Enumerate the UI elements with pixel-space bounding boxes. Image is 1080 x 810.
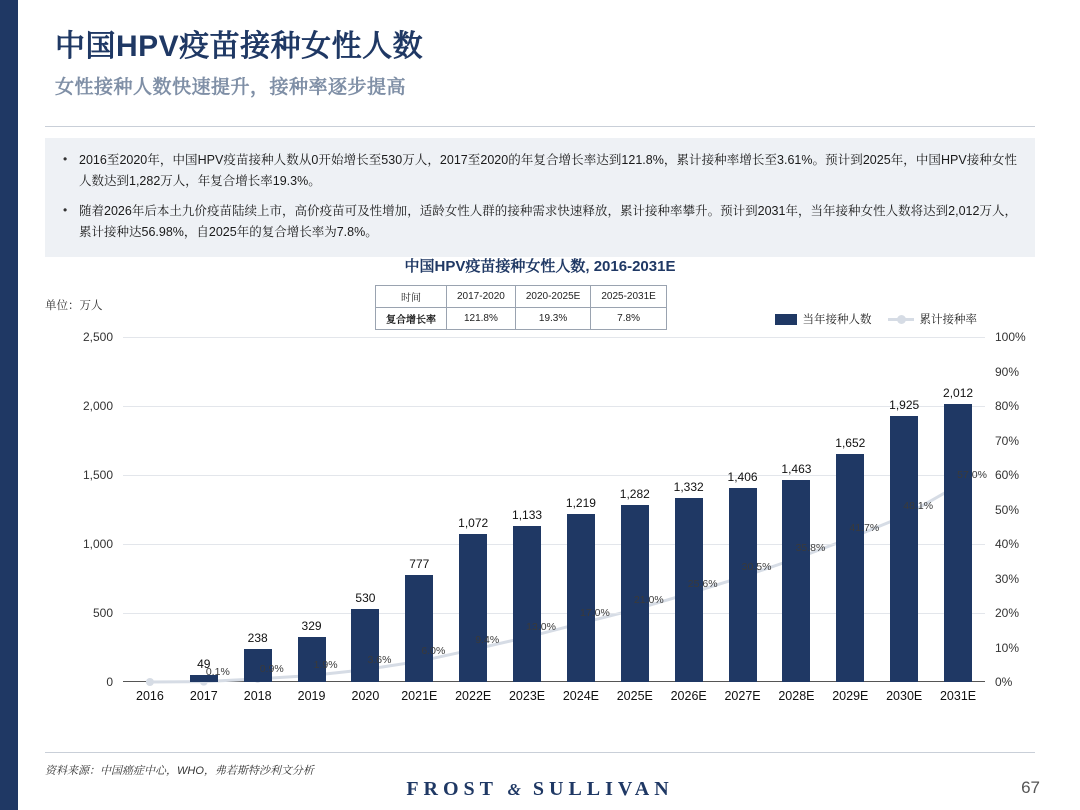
y2-axis-tick-label: 20% — [995, 606, 1020, 620]
y2-axis-tick-label: 40% — [995, 537, 1020, 551]
source-note: 资料来源：中国癌症中心，WHO，弗若斯特沙利文分析 — [45, 765, 314, 777]
line-value-label: 0.9% — [259, 662, 284, 675]
plot-area — [82, 330, 1026, 703]
page-title: 中国HPV疫苗接种女性人数 — [55, 30, 424, 63]
bar-slot — [770, 337, 824, 682]
table-cell: 121.8% — [447, 308, 516, 330]
bar-slot — [446, 337, 500, 682]
bar-value-label: 777 — [409, 556, 430, 571]
x-axis-tick-label: 2023E — [508, 689, 546, 703]
legend-label: 累计接种率 — [919, 314, 977, 326]
y2-axis-tick-label: 0% — [995, 675, 1013, 689]
left-accent-bar — [0, 0, 18, 810]
line-value-label: 13.0% — [526, 621, 556, 634]
line-value-label: 30.5% — [741, 560, 772, 573]
bullet-dot-icon: • — [63, 203, 68, 218]
line-value-label: 0.1% — [205, 665, 230, 678]
bar — [567, 514, 595, 682]
chart-unit-label: 单位：万人 — [45, 300, 103, 312]
table-cell: 2017-2020 — [447, 286, 516, 308]
y-axis-tick-label: 2,000 — [82, 399, 113, 413]
x-axis-tick-label: 2024E — [562, 689, 600, 703]
x-axis-tick-label: 2028E — [778, 689, 815, 703]
y2-axis-tick-label: 70% — [995, 433, 1020, 448]
bar-value-label: 1,652 — [835, 436, 866, 451]
line-value-label: 57.0% — [957, 469, 987, 482]
brand-right: SULLIVAN — [532, 778, 674, 800]
x-axis-tick-label: 2025E — [616, 689, 653, 703]
y2-axis-tick-label: 10% — [995, 640, 1020, 655]
bar — [675, 498, 703, 682]
cagr-table — [375, 285, 667, 330]
bar — [405, 575, 433, 682]
x-axis-tick-label: 2031E — [939, 689, 977, 703]
bar — [729, 488, 757, 682]
x-axis-tick-label: 2021E — [401, 689, 438, 703]
page-subtitle: 女性接种人数快速提升，接种率逐步提高 — [55, 76, 407, 98]
footer-divider — [45, 752, 1035, 753]
list-item — [63, 201, 1017, 242]
x-axis-tick-label: 2026E — [670, 689, 707, 703]
table-row — [376, 308, 667, 330]
x-axis-tick-label: 2018 — [243, 689, 272, 703]
bar-value-label: 1,406 — [727, 469, 758, 484]
x-axis-tick-label: 2027E — [724, 689, 761, 703]
bar-value-label: 238 — [247, 631, 268, 646]
bar-value-label: 1,332 — [673, 480, 704, 495]
bar-slot — [608, 337, 662, 682]
bar-slot — [931, 337, 985, 682]
y-axis-tick-label: 1,500 — [82, 468, 113, 482]
bar — [513, 526, 541, 682]
bar-value-label: 1,133 — [512, 507, 543, 522]
bar-value-label: 1,463 — [781, 462, 812, 477]
bar-slot — [662, 337, 716, 682]
bar-value-label: 1,219 — [565, 495, 596, 510]
table-cell: 7.8% — [591, 308, 667, 330]
line-value-label: 6.0% — [421, 645, 446, 658]
bar — [836, 454, 864, 682]
table-cell: 复合增长率 — [376, 308, 447, 330]
brand-logo — [0, 778, 1080, 801]
table-cell: 19.3% — [515, 308, 591, 330]
legend-line-swatch-icon — [888, 318, 914, 321]
y-axis-tick-label: 1,000 — [82, 537, 113, 551]
x-axis-tick-label: 2030E — [886, 689, 923, 703]
header — [55, 30, 1035, 99]
bar-slot — [177, 337, 231, 682]
legend-item-bar — [775, 311, 872, 327]
x-axis-tick-label: 2029E — [832, 689, 869, 703]
table-cell: 2020-2025E — [515, 286, 591, 308]
bar-value-label: 1,072 — [458, 516, 489, 531]
y2-axis-tick-label: 30% — [995, 571, 1020, 586]
chart-title: 中国HPV疫苗接种女性人数, 2016-2031E — [404, 258, 676, 275]
y2-axis-tick-label: 60% — [995, 468, 1020, 482]
bar-value-label: 1,925 — [889, 398, 920, 413]
bar — [944, 404, 972, 682]
bar — [351, 609, 379, 682]
y-axis-tick-label: 0 — [106, 675, 113, 689]
brand-amp: & — [507, 780, 523, 799]
line-value-label: 48.1% — [903, 500, 934, 513]
legend-bar-swatch-icon — [775, 314, 797, 325]
list-item — [63, 150, 1017, 191]
table-row — [376, 286, 667, 308]
x-axis-tick-label: 2019 — [297, 689, 326, 703]
bar-value-label: 1,282 — [619, 487, 650, 502]
line-value-label: 41.7% — [849, 522, 880, 535]
bar-slot — [554, 337, 608, 682]
bullet-dot-icon: • — [63, 152, 68, 166]
line-value-label: 21.0% — [633, 593, 664, 606]
header-divider — [45, 126, 1035, 127]
bar-value-label: 2,012 — [943, 386, 974, 401]
brand-left: FROST — [406, 778, 498, 800]
line-value-label: 1.9% — [313, 659, 338, 672]
legend-item-line — [888, 311, 978, 327]
bar-value-label: 329 — [301, 618, 322, 633]
legend-label: 当年接种人数 — [802, 314, 872, 326]
y2-axis-tick-label: 90% — [995, 364, 1020, 379]
bar-value-label: 530 — [355, 590, 376, 605]
table-cell: 时间 — [376, 286, 447, 308]
bar-value-label: 49 — [197, 657, 211, 672]
bar-slot — [716, 337, 770, 682]
y-axis-tick-label: 2,500 — [82, 330, 113, 344]
y2-axis-tick-label: 80% — [995, 399, 1020, 413]
bar — [459, 534, 487, 682]
bar-slot — [285, 337, 339, 682]
x-axis-tick-label: 2016 — [136, 689, 164, 703]
y2-axis-tick-label: 100% — [995, 330, 1026, 344]
line-value-label: 3.6% — [367, 653, 392, 666]
line-value-label: 35.8% — [795, 542, 826, 555]
bar-slot — [823, 337, 880, 682]
bar — [782, 480, 810, 682]
line-value-label: 9.4% — [475, 633, 500, 646]
x-axis-tick-label: 2017 — [189, 689, 218, 703]
chart-legend — [775, 311, 978, 327]
line-value-label: 25.6% — [687, 577, 718, 590]
x-axis-tick-label: 2020 — [351, 689, 380, 703]
page-number: 67 — [1021, 778, 1040, 797]
bar-slot — [123, 337, 177, 682]
bar-slot — [392, 337, 446, 682]
chart-container — [45, 255, 1035, 755]
bar-slot — [231, 337, 285, 682]
y-axis-tick-label: 500 — [92, 606, 113, 620]
bullet-panel — [45, 138, 1035, 257]
line-value-label: 17.0% — [580, 607, 610, 620]
table-cell: 2025-2031E — [591, 286, 667, 308]
y2-axis-tick-label: 50% — [995, 502, 1020, 517]
bar — [890, 416, 918, 682]
bullet-text: 随着2026年后本土九价疫苗陆续上市，高价疫苗可及性增加，适龄女性人群的接种需求快速释放，累计接种率攀升。预计到2031年，当年接种女性人数将达到2,012万人，累计接种达56.98%，自2025年的复合增长率为7.8%。 — [79, 204, 1017, 239]
x-axis-tick-label: 2022E — [455, 689, 492, 703]
bullet-text: 2016至2020年，中国HPV疫苗接种人数从0开始增长至530万人，2017至2020的年复合增长率达到121.8%，累计接种率增长至3.61%。预计到2025年，中国HPV接种女性人数达到1,282万人，年复合增长率19.3%。 — [79, 153, 1017, 188]
bar-slot — [339, 337, 393, 682]
